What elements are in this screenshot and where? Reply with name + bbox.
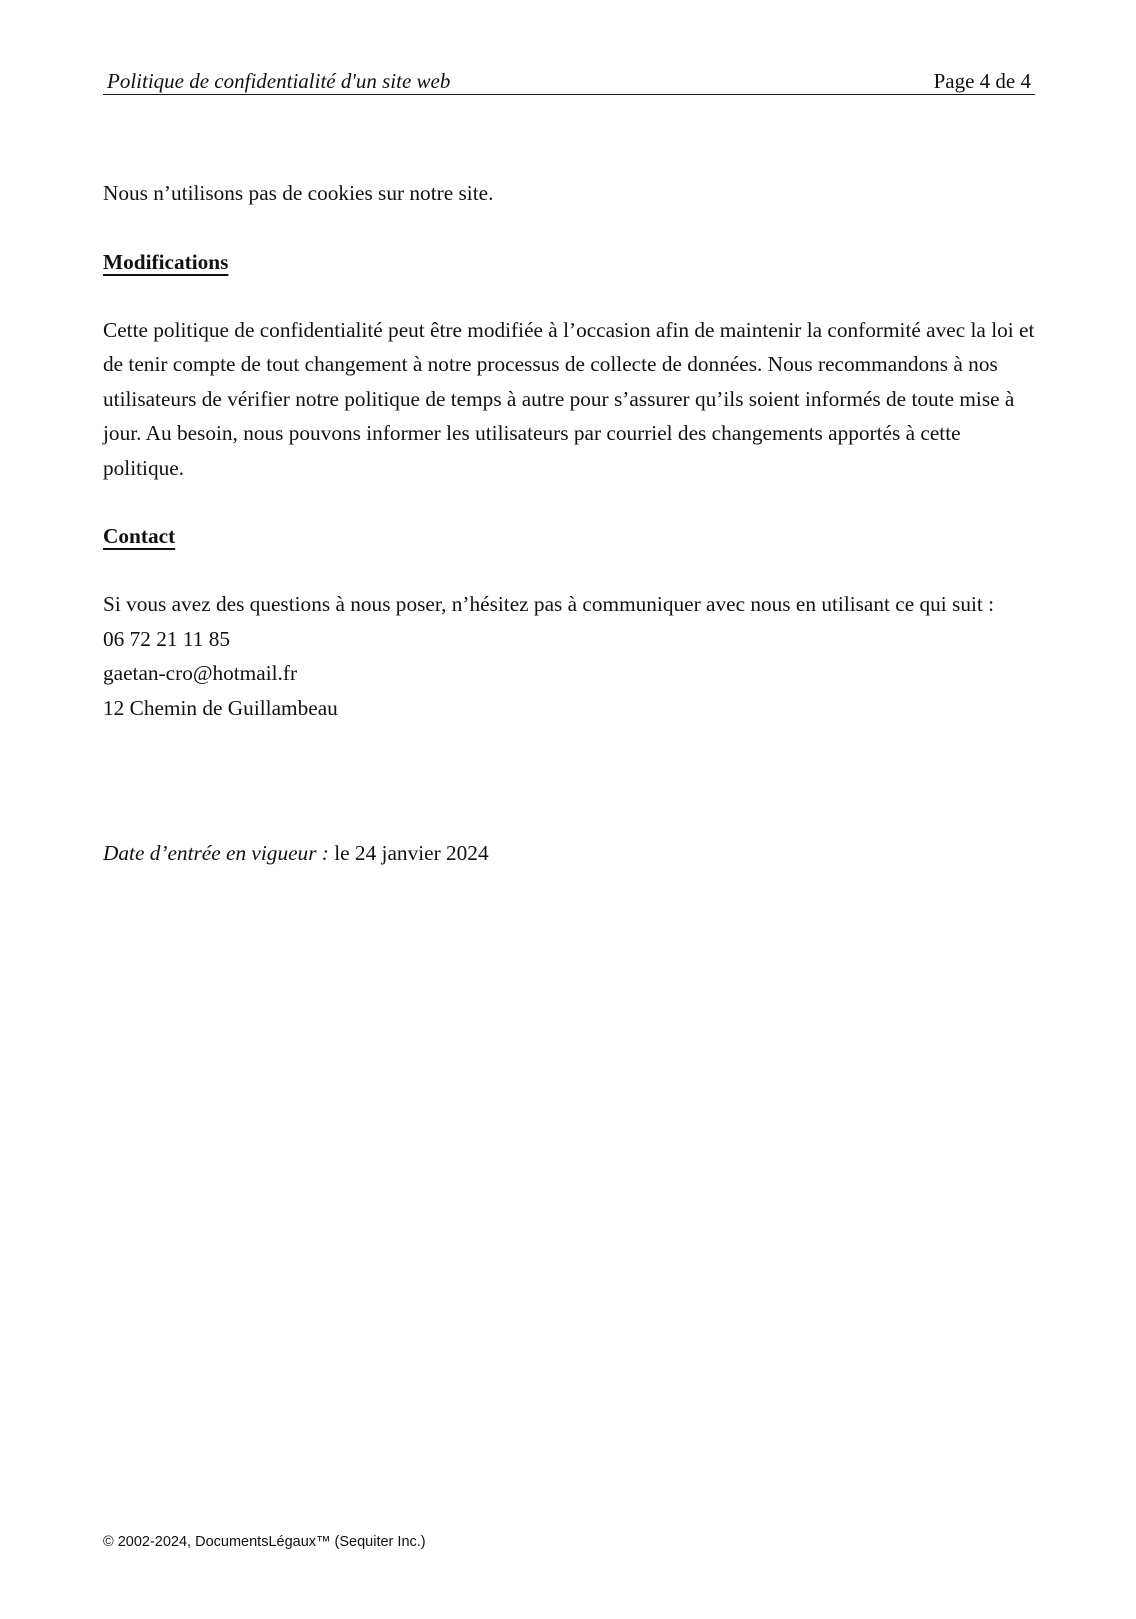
contact-email: gaetan-cro@hotmail.fr <box>103 661 298 685</box>
document-body <box>103 176 1038 725</box>
contact-intro: Si vous avez des questions à nous poser, n’hésitez pas à communiquer avec nous en utilisant ce qui suit : <box>103 592 995 616</box>
modifications-paragraph: Cette politique de confidentialité peut être modifiée à l’occasion afin de maintenir la conformité avec la loi et de tenir compte de tout changement à notre processus de collecte de données. Nous recommandons à nos utilisateurs de vérifier notre politique de temps à autre pour s’assurer qu’ils soient informés de toute mise à jour. Au besoin, nous pouvons informer les utilisateurs par courriel des changements apportés à cette politique. <box>103 317 1035 480</box>
page-number: Page 4 de 4 <box>933 69 1031 93</box>
document-title: Politique de confidentialité d'un site web <box>107 69 451 93</box>
modifications-heading: Modifications <box>103 249 229 274</box>
modifications-section-heading <box>103 245 1038 279</box>
effective-date <box>103 836 489 870</box>
page-header <box>103 68 1035 95</box>
contact-phone: 06 72 21 11 85 <box>103 626 230 651</box>
contact-section-heading <box>103 519 1038 553</box>
page-footer <box>103 1533 426 1551</box>
effective-date-label: Date d’entrée en vigueur : <box>103 841 329 865</box>
effective-date-value: le 24 janvier 2024 <box>334 841 489 865</box>
copyright-notice: © 2002-2024, DocumentsLégaux™ (Sequiter Inc.) <box>103 1534 426 1550</box>
cookies-paragraph: Nous n’utilisons pas de cookies sur notre site. <box>103 181 494 205</box>
contact-heading: Contact <box>103 524 176 548</box>
contact-address: 12 Chemin de Guillambeau <box>103 695 338 720</box>
